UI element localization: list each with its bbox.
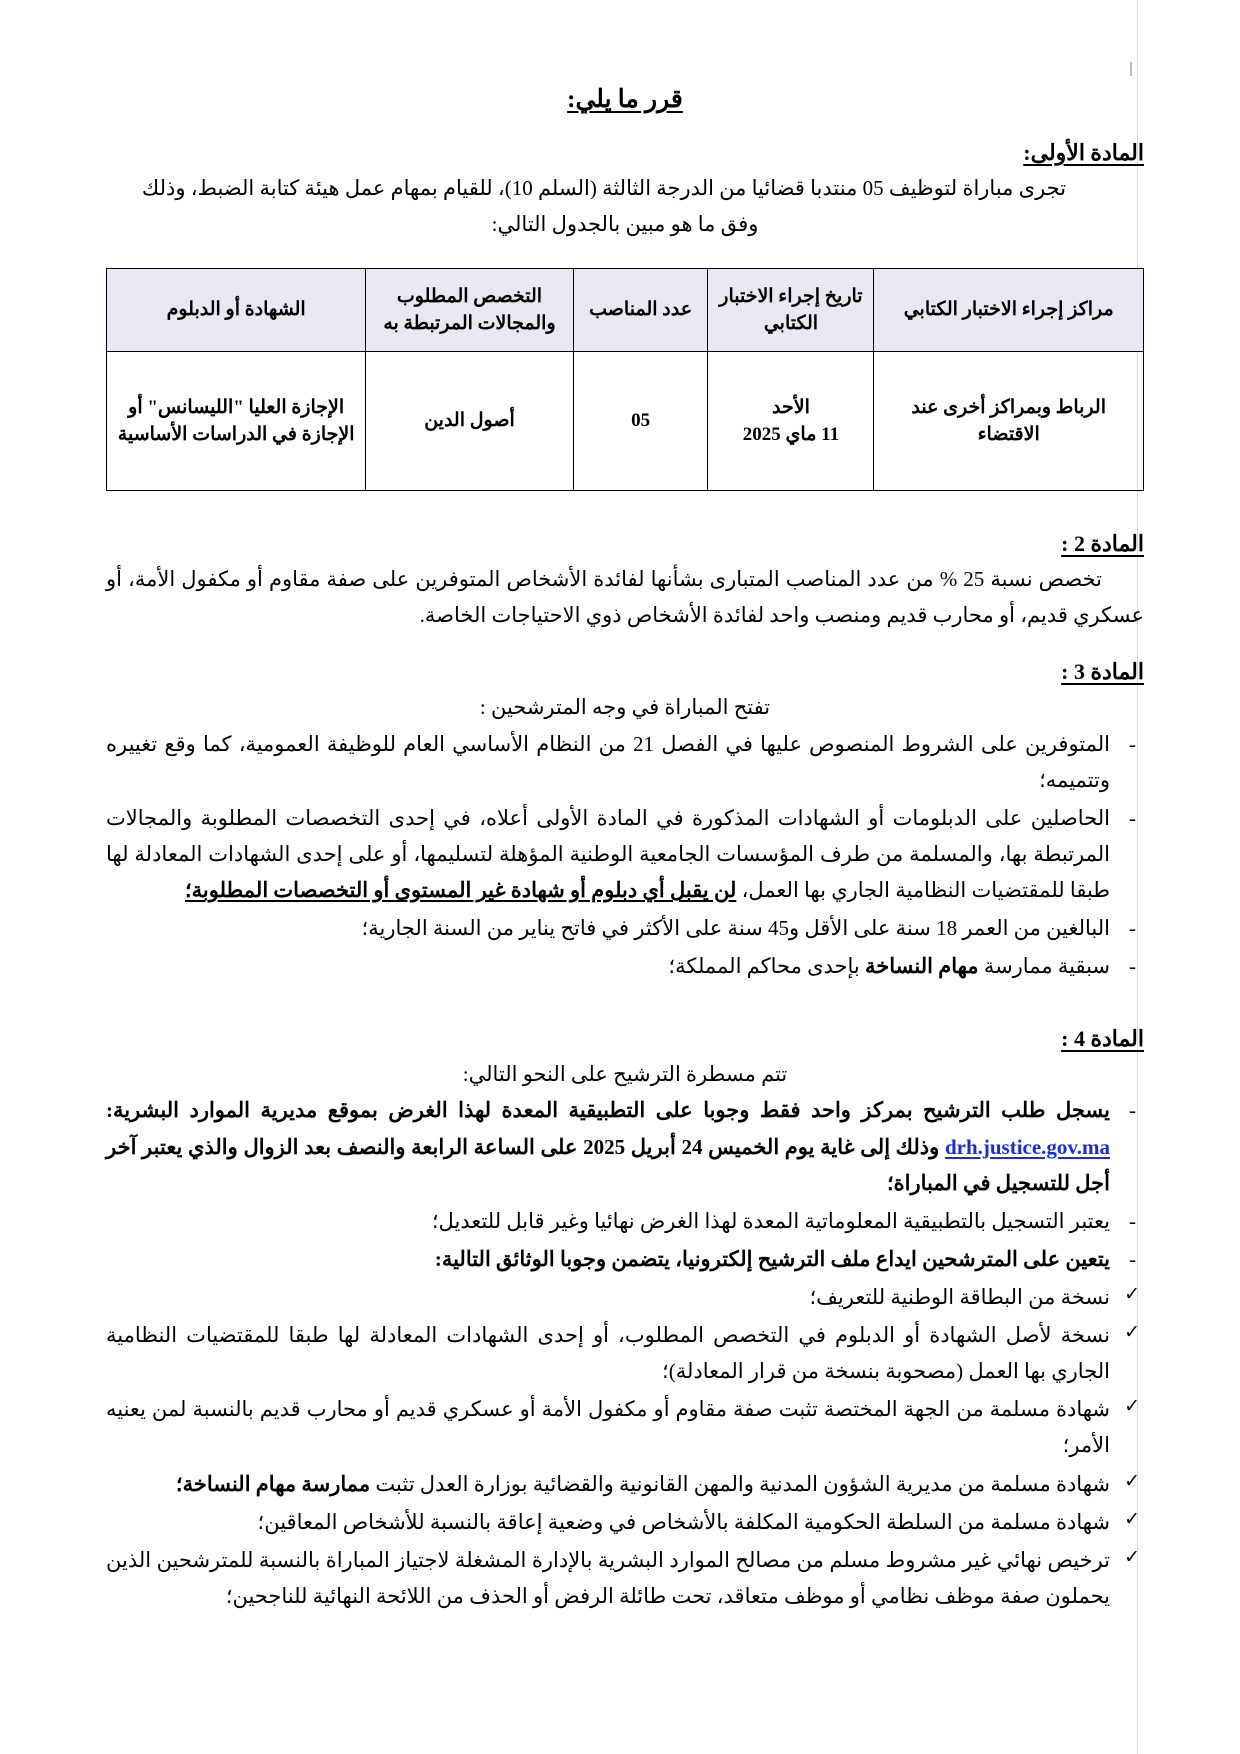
text-run: شهادة مسلمة من السلطة الحكومية المكلفة بالأشخاص في وضعية إعاقة بالنسبة للأشخاص المعاقين؛ bbox=[257, 1509, 1110, 1534]
list-item bbox=[106, 1203, 1144, 1239]
article-1-intro-line-2: وفق ما هو مبين بالجدول التالي: bbox=[491, 212, 759, 237]
article-4-procedure-list bbox=[106, 1092, 1144, 1277]
list-item bbox=[106, 1317, 1144, 1389]
cell-exam-centers: الرباط وبمراكز أخرى عند الاقتضاء bbox=[874, 352, 1144, 491]
article-4-documents-list bbox=[106, 1279, 1144, 1614]
list-item bbox=[106, 1466, 1144, 1502]
table-header-row bbox=[107, 269, 1144, 352]
article-2-title-text: المادة 2 : bbox=[1061, 531, 1144, 557]
drh-website-link[interactable]: drh.justice.gov.ma bbox=[944, 1134, 1111, 1159]
article-4-title bbox=[106, 1026, 1144, 1052]
article-4-intro: تتم مسطرة الترشيح على النحو التالي: bbox=[462, 1062, 788, 1087]
text-run: شهادة مسلمة من مديرية الشؤون المدنية والمهن القانونية والقضائية بوزارة العدل تثبت bbox=[370, 1471, 1110, 1496]
emphasis-text: وذلك إلى غاية يوم الخميس 24 أبريل 2025 على الساعة الرابعة والنصف بعد الزوال والذي يعتبر آخر أجل للتسجيل في المباراة؛ bbox=[106, 1134, 1110, 1195]
emphasis-text: يسجل طلب الترشيح بمركز واحد فقط وجوبا على التطبيقية المعدة لهذا الغرض بموقع مديرية الموارد البشرية: bbox=[106, 1098, 1110, 1123]
list-item bbox=[106, 1279, 1144, 1315]
text-run: شهادة مسلمة من الجهة المختصة تثبت صفة مقاوم أو مكفول الأمة أو عسكري قديم أو محارب قديم بالنسبة لمن يعنيه الأمر؛ bbox=[106, 1397, 1110, 1458]
cell-specialty: أصول الدين bbox=[366, 352, 573, 491]
text-run: بإحدى محاكم المملكة؛ bbox=[668, 954, 866, 979]
text-run: البالغين من العمر 18 سنة على الأقل و45 سنة على الأكثر في فاتح يناير من السنة الجارية؛ bbox=[361, 916, 1110, 941]
spacer bbox=[106, 986, 1144, 1026]
text-run: نسخة لأصل الشهادة أو الدبلوم في التخصص المطلوب، أو إحدى الشهادات المعادلة لها طبقا للمقتضيات النظامية الجاري بها العمل (مصحوبة بنسخة من قرار المعادلة)؛ bbox=[106, 1323, 1110, 1384]
col-header-diploma: الشهادة أو الدبلوم bbox=[107, 269, 366, 352]
article-2-paragraph: تخصص نسبة 25 % من عدد المناصب المتبارى بشأنها لفائدة الأشخاص المتوفرين على صفة مقاوم أو مكفول الأمة، أو عسكري قديم، أو محارب قديم ومنصب واحد لفائدة الأشخاص ذوي الاحتياجات الخاصة. bbox=[106, 567, 1144, 628]
text-run: الحاصلين على الدبلومات أو الشهادات المذكورة في المادة الأولى أعلاه، في إحدى التخصصات المطلوبة والمجالات المرتبطة بها، والمسلمة من طرف المؤسسات الجامعية الوطنية المؤهلة لتسليمها، أو على إحدى الشهادات المعادلة لها طبقا للمقتضيات النظامية الجاري بها العمل، bbox=[106, 805, 1110, 902]
text-run: سبقية ممارسة bbox=[978, 954, 1110, 979]
article-1-title-text: المادة الأولى: bbox=[1023, 140, 1144, 165]
page-title bbox=[106, 84, 1144, 114]
table-row bbox=[107, 352, 1144, 491]
list-item bbox=[106, 1504, 1144, 1540]
text-run: المتوفرين على الشروط المنصوص عليها في الفصل 21 من النظام الأساسي العام للوظيفة العمومية، كما وقع تغييره وتتميمه؛ bbox=[106, 731, 1110, 792]
emphasis-text: ممارسة مهام النساخة؛ bbox=[175, 1471, 371, 1496]
document-content bbox=[106, 84, 1144, 1616]
col-header-positions-count: عدد المناصب bbox=[573, 269, 708, 352]
article-3-conditions-list bbox=[106, 726, 1144, 985]
article-3-title bbox=[106, 659, 1144, 685]
emphasis-text: مهام النساخة bbox=[865, 954, 979, 979]
article-2-title bbox=[106, 531, 1144, 557]
cell-diploma: الإجازة العليا "الليسانس" أو الإجازة في الدراسات الأساسية bbox=[107, 352, 366, 491]
cell-exam-date bbox=[708, 352, 874, 491]
cell-positions-count: 05 bbox=[573, 352, 708, 491]
article-1-intro-line-1: تجرى مباراة لتوظيف 05 منتدبا قضائيا من الدرجة الثالثة (السلم 10)، للقيام بمهام عمل هيئة كتابة الضبط، وذلك bbox=[141, 176, 1067, 200]
list-item bbox=[106, 800, 1144, 908]
text-run: ترخيص نهائي غير مشروط مسلم من مصالح الموارد البشرية بالإدارة المشغلة لاجتياز المباراة بالنسبة للمترشحين الذين يحملون صفة موظف نظامي أو موظف متعاقد، تحت طائلة الرفض أو الحذف من اللائحة النهائية للناجحين؛ bbox=[106, 1547, 1110, 1608]
list-item bbox=[106, 1542, 1144, 1614]
jobs-table bbox=[106, 268, 1144, 491]
article-3-title-text: المادة 3 : bbox=[1061, 659, 1144, 685]
list-item bbox=[106, 1092, 1144, 1200]
spacer bbox=[106, 633, 1144, 659]
jobs-table-wrapper bbox=[106, 268, 1144, 491]
article-4-title-text: المادة 4 : bbox=[1061, 1026, 1144, 1052]
col-header-specialty: التخصص المطلوب والمجالات المرتبطة به bbox=[366, 269, 573, 352]
text-run: يعتبر التسجيل بالتطبيقية المعلوماتية المعدة لهذا الغرض نهائيا وغير قابل للتعديل؛ bbox=[431, 1208, 1110, 1233]
col-header-exam-date: تاريخ إجراء الاختبار الكتابي bbox=[708, 269, 874, 352]
text-run: نسخة من البطاقة الوطنية للتعريف؛ bbox=[809, 1284, 1110, 1309]
page-edge-tick bbox=[1130, 62, 1132, 76]
col-header-exam-centers: مراكز إجراء الاختبار الكتابي bbox=[874, 269, 1144, 352]
article-1-title bbox=[106, 140, 1144, 166]
emphasis-text: يتعين على المترشحين ايداع ملف الترشيح إلكترونيا، يتضمن وجوبا الوثائق التالية: bbox=[434, 1246, 1110, 1271]
page-title-text: قرر ما يلي: bbox=[567, 86, 683, 113]
spacer bbox=[106, 491, 1144, 531]
article-3-intro: تفتح المباراة في وجه المترشحين : bbox=[479, 695, 771, 720]
emphasis-underlined-text: لن يقبل أي دبلوم أو شهادة غير المستوى أو التخصصات المطلوبة؛ bbox=[184, 877, 737, 902]
list-item bbox=[106, 1241, 1144, 1277]
list-item bbox=[106, 726, 1144, 798]
list-item bbox=[106, 1391, 1144, 1463]
list-item bbox=[106, 910, 1144, 946]
list-item bbox=[106, 948, 1144, 984]
cell-exam-date-full: 11 ماي 2025 bbox=[742, 424, 840, 446]
cell-exam-date-day: الأحد bbox=[772, 396, 810, 418]
